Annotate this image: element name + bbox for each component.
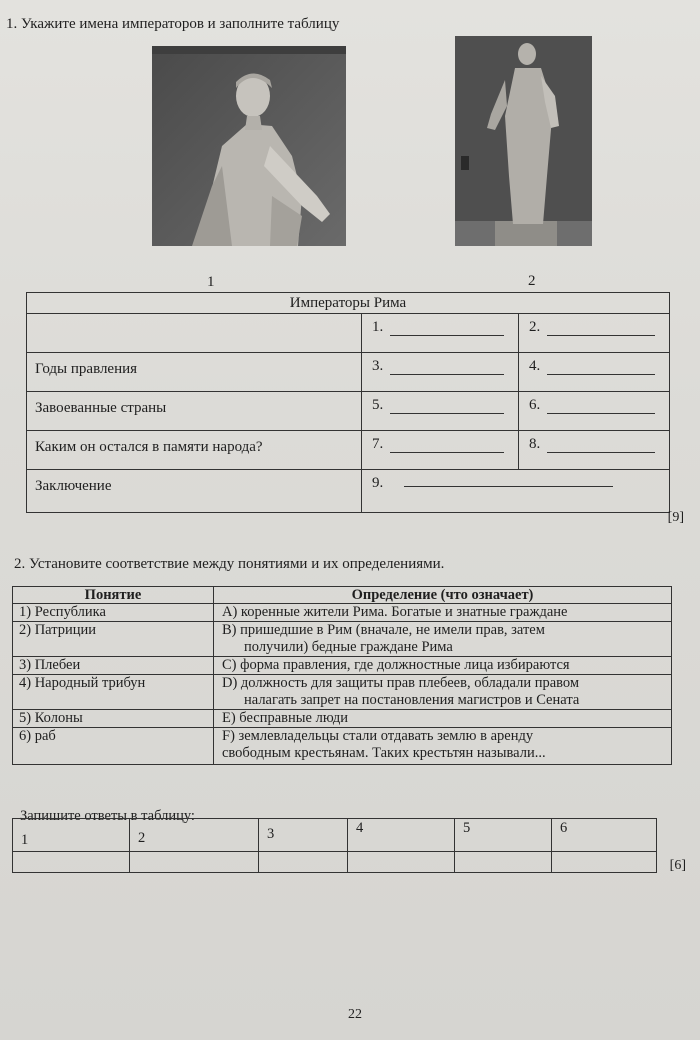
answer-number-5: 5 <box>455 819 552 852</box>
answer-line <box>390 374 504 375</box>
answer-input-5[interactable] <box>455 852 552 873</box>
answer-number-6: 6 <box>552 819 657 852</box>
concept-4: 4) Народный трибун <box>13 675 214 710</box>
concept-1: 1) Республика <box>13 604 214 622</box>
answer-line <box>547 413 655 414</box>
statue-photo-1 <box>152 46 346 246</box>
answer-line <box>390 335 504 336</box>
image-label-1: 1 <box>207 274 215 290</box>
answer-number-4: 4 <box>348 819 455 852</box>
answer-cell-5[interactable]: 5. <box>362 392 519 431</box>
row-label-conquests: Завоеванные страны <box>27 392 362 431</box>
row-label-name <box>27 314 362 353</box>
answer-table <box>12 818 657 873</box>
matching-table <box>12 586 672 765</box>
statue-photo-2 <box>455 36 592 246</box>
answer-line <box>404 486 613 487</box>
definition-c: C) форма правления, где должностные лица избираются <box>214 657 672 675</box>
image-label-2: 2 <box>528 273 536 289</box>
answer-cell-4[interactable]: 4. <box>519 353 670 392</box>
answer-number-1: 1 <box>13 819 130 852</box>
answer-cell-8[interactable]: 8. <box>519 431 670 470</box>
answer-cell-9[interactable]: 9. <box>362 470 670 513</box>
definition-d: D) должность для защиты прав плебеев, обладали правом налагать запрет на постановления магистров и Сената <box>214 675 672 710</box>
emperors-table <box>26 292 670 513</box>
answer-cell-2[interactable]: 2. <box>519 314 670 353</box>
col-header-concept: Понятие <box>13 587 214 604</box>
answer-table-title: Запишите ответы в таблицу: <box>20 808 195 824</box>
concept-2: 2) Патриции <box>13 622 214 657</box>
row-label-memory: Каким он остался в памяти народа? <box>27 431 362 470</box>
task2-score: [6] <box>669 858 686 873</box>
answer-input-1[interactable] <box>13 852 130 873</box>
answer-line <box>547 452 655 453</box>
answer-number-2: 2 <box>130 819 259 852</box>
task2-title: 2. Установите соответствие между понятиями и их определениями. <box>14 556 445 572</box>
answer-input-2[interactable] <box>130 852 259 873</box>
answer-number-3: 3 <box>259 819 348 852</box>
answer-cell-7[interactable]: 7. <box>362 431 519 470</box>
page-number: 22 <box>348 1007 362 1022</box>
row-label-reign: Годы правления <box>27 353 362 392</box>
answer-input-3[interactable] <box>259 852 348 873</box>
answer-cell-3[interactable]: 3. <box>362 353 519 392</box>
col-header-definition: Определение (что означает) <box>214 587 672 604</box>
concept-6: 6) раб <box>13 728 214 765</box>
definition-a: A) коренные жители Рима. Богатые и знатные граждане <box>214 604 672 622</box>
answer-line <box>390 452 504 453</box>
definition-f: F) землевладельцы стали отдавать землю в аренду свободным крестьянам. Таких крестьтян называли... <box>214 728 672 765</box>
concept-5: 5) Колоны <box>13 710 214 728</box>
definition-b: B) пришедшие в Рим (вначале, не имели прав, затем получили) бедные граждане Рима <box>214 622 672 657</box>
definition-e: E) бесправные люди <box>214 710 672 728</box>
answer-cell-1[interactable]: 1. <box>362 314 519 353</box>
row-label-conclusion: Заключение <box>27 470 362 513</box>
concept-3: 3) Плебеи <box>13 657 214 675</box>
answer-line <box>390 413 504 414</box>
task1-title: 1. Укажите имена императоров и заполните таблицу <box>6 16 340 32</box>
answer-input-4[interactable] <box>348 852 455 873</box>
answer-cell-6[interactable]: 6. <box>519 392 670 431</box>
emperors-table-header: Императоры Рима <box>27 293 670 314</box>
answer-line <box>547 374 655 375</box>
answer-input-6[interactable] <box>552 852 657 873</box>
task1-score: [9] <box>667 510 684 525</box>
answer-line <box>547 335 655 336</box>
